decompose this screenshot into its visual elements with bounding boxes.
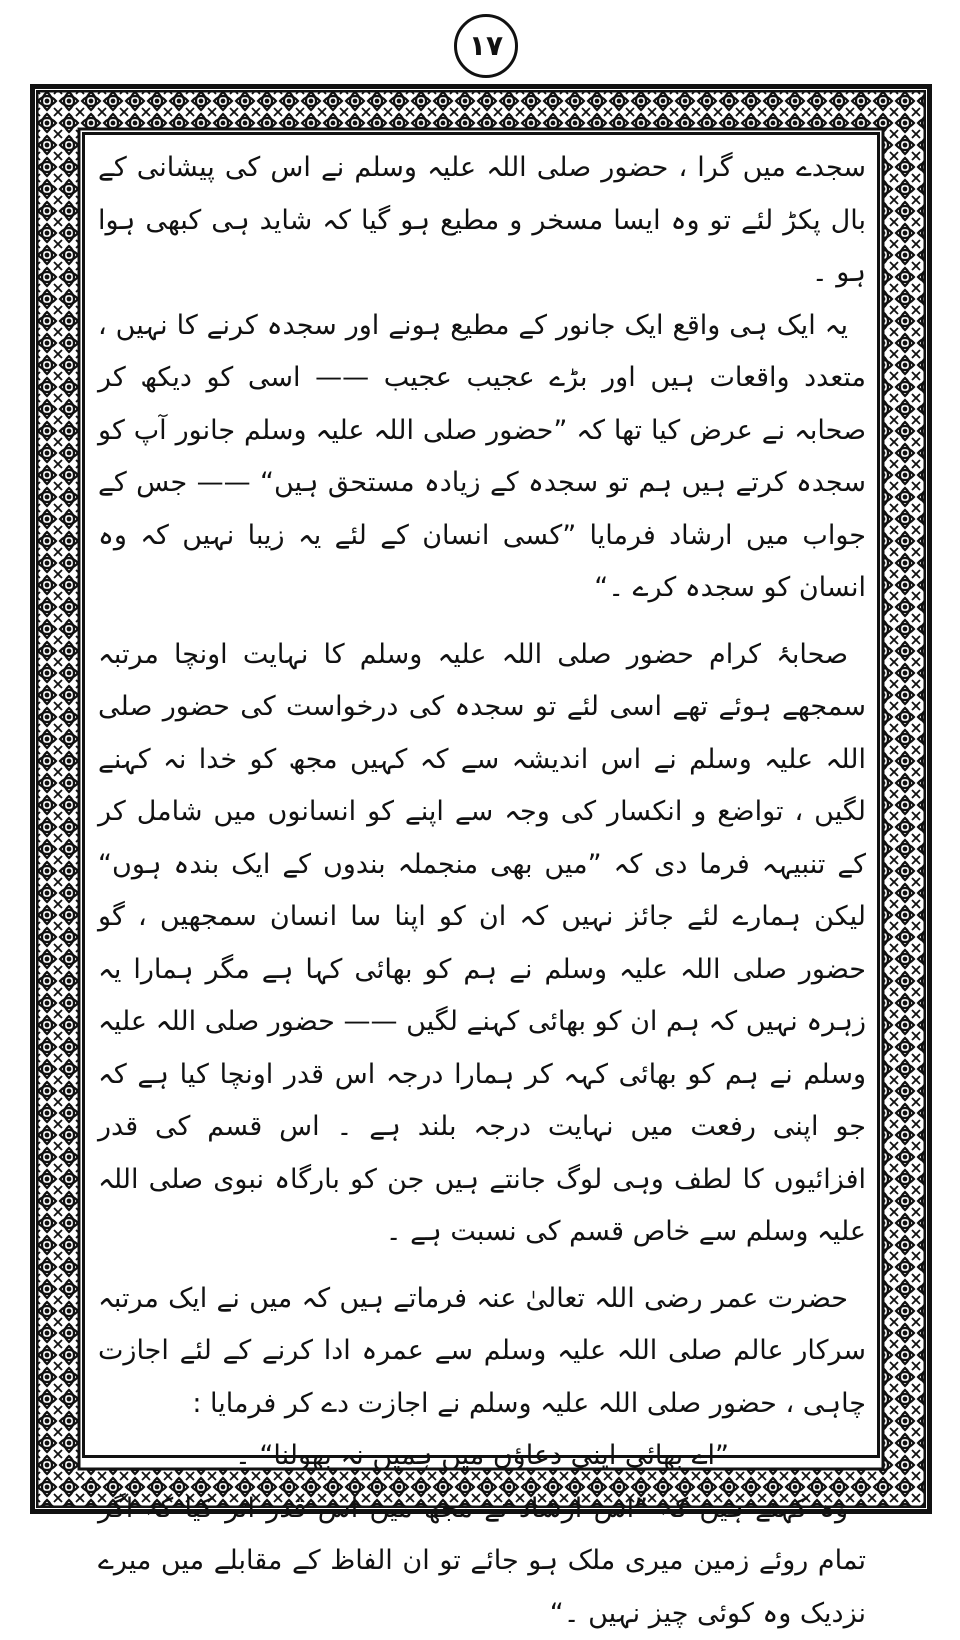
page-body [98,142,866,1442]
paragraph-5: وہ کہتے ہیں کہ ”اس ارشاد نے مجھ میں اس قدر اثر کیا کہ اگر تمام روئے زمین میری ملک ہو جائے تو ان الفاظ کے مقابلے میں میرے نزدیک وہ کوئی چیز نہیں ۔“ [98,1483,866,1640]
quote-line: ”اے بھائی اپنی دعاؤں میں ہمیں نہ بھولنا“ ۔ [98,1430,866,1483]
paragraph-1: سجدے میں گرا ، حضور صلی اللہ علیہ وسلم نے اس کی پیشانی کے بال پکڑ لئے تو وہ ایسا مسخر و مطیع ہو گیا کہ شاید ہی کبھی ہوا ہو ۔ [98,142,866,300]
paragraph-2: یہ ایک ہی واقع ایک جانور کے مطیع ہونے اور سجدہ کرنے کا نہیں ، متعدد واقعات ہیں اور بڑے عجیب عجیب —— اسی کو دیکھ کر صحابہ نے عرض کیا تھا کہ ”حضور صلی اللہ علیہ وسلم جانور آپ کو سجدہ کرتے ہیں ہم تو سجدہ کے زیادہ مستحق ہیں“ —— جس کے جواب میں ارشاد فرمایا ”کسی انسان کے لئے یہ زیبا نہیں کہ وہ انسان کو سجدہ کرے ۔“ [98,300,866,615]
paragraph-3: صحابۂ کرام حضور صلی اللہ علیہ وسلم کا نہایت اونچا مرتبہ سمجھے ہوئے تھے اسی لئے تو سجدہ کی درخواست کی حضور صلی اللہ علیہ وسلم نے اس اندیشہ سے کہ کہیں مجھ کو خدا نہ کہنے لگیں ، تواضع و انکسار کی وجہ سے اپنے کو انسانوں میں شامل کر کے تنبیہہ فرما دی کہ ”میں بھی منجملہ بندوں کے ایک بندہ ہوں“ لیکن ہمارے لئے جائز نہیں کہ ان کو اپنا سا انسان سمجھیں ، گو حضور صلی اللہ علیہ وسلم نے ہم کو بھائی کہا ہے مگر ہمارا یہ زہرہ نہیں کہ ہم ان کو بھائی کہنے لگیں —— حضور صلی اللہ علیہ وسلم نے ہم کو بھائی کہہ کر ہمارا درجہ اس قدر اونچا کیا ہے کہ جو اپنی رفعت میں نہایت درجہ بلند ہے ۔ اس قسم کی قدر افزائیوں کا لطف وہی لوگ جانتے ہیں جن کو بارگاہ نبوی صلی اللہ علیہ وسلم سے خاص قسم کی نسبت ہے ۔ [98,629,866,1259]
paragraph-4: حضرت عمر رضی اللہ تعالیٰ عنہ فرماتے ہیں کہ میں نے ایک مرتبہ سرکار عالم صلی اللہ علیہ وسلم سے عمرہ ادا کرنے کے لئے اجازت چاہی ، حضور صلی اللہ علیہ وسلم نے اجازت دے کر فرمایا : [98,1273,866,1431]
page-number: ۱۷ [454,14,518,78]
